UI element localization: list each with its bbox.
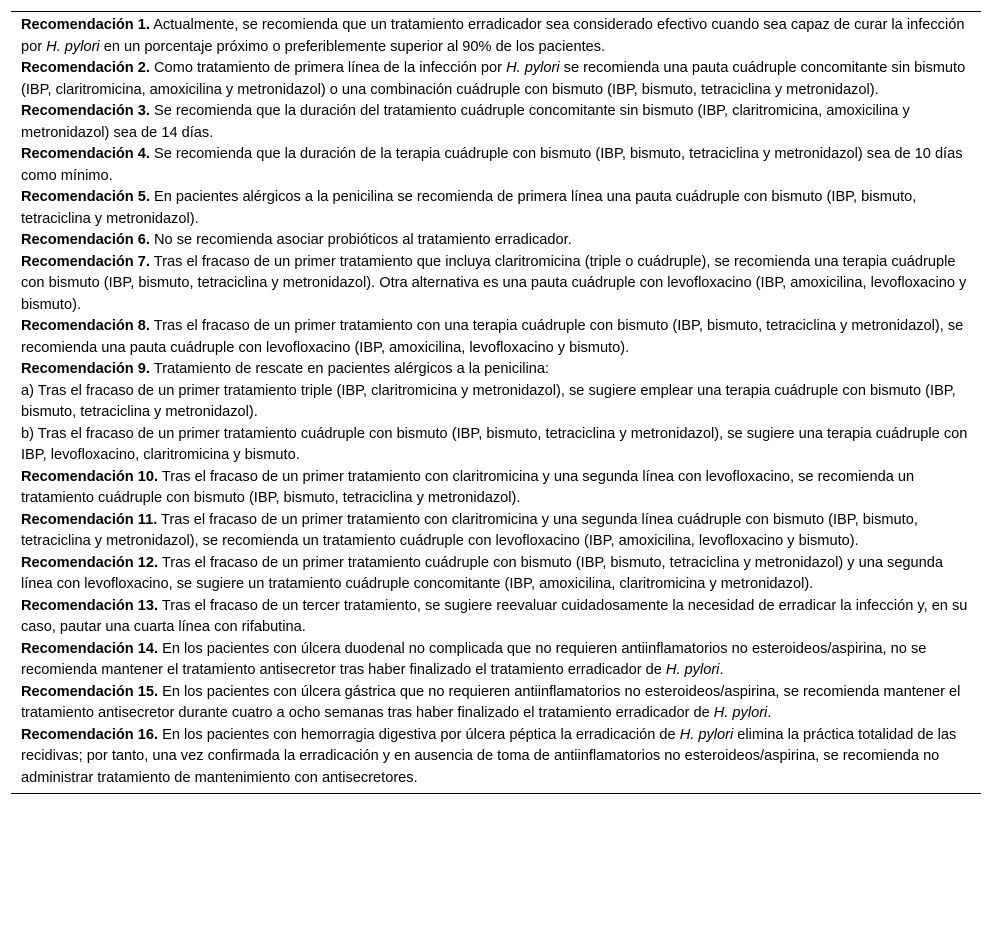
recommendation-label: Recomendación 14. — [21, 640, 159, 657]
recommendation-text: Se recomienda que la duración del tratamiento cuádruple concomitante sin bismuto (IBP, claritromicina, amoxicilina y metronidazol) sea de 14 días. — [21, 103, 910, 141]
recommendation-text: elimina la práctica totalidad de las recidivas; por tanto, una vez confirmada la erradicación y en ausencia de toma de antiinflamatorios no esteroideos/aspirina, se recomienda no administrar tratamiento de mantenimiento con antisecretores. — [21, 726, 957, 786]
recommendation-text: Como tratamiento de primera línea de la infección por — [149, 60, 507, 76]
recommendation-text: Tras el fracaso de un primer tratamiento que incluya claritromicina (triple o cuádruple), se recomienda una terapia cuádruple con bismuto (IBP, bismuto, tetraciclina y metronidazol). Otra alternativa es una pauta cuádruple con levofloxacino (IBP, amoxicilina, levofloxacino y bismuto). — [21, 253, 967, 313]
recommendation-item — [11, 510, 981, 553]
recommendation-text: Tras el fracaso de un primer tratamiento con claritromicina y una segunda línea cuádruple con bismuto (IBP, bismuto, tetraciclina y metronidazol), se recomienda un tratamiento cuádruple con levofloxacino (IBP, amoxicilina, levofloxacino y bismuto). — [21, 511, 918, 549]
recommendation-item — [11, 596, 981, 639]
recommendation-item — [11, 15, 981, 58]
recommendation-text: Tras el fracaso de un primer tratamiento con una terapia cuádruple con bismuto (IBP, bismuto, tetraciclina y metronidazol), se recomienda una pauta cuádruple con levofloxacino (IBP, amoxicilina, levofloxacino y bismuto). — [21, 318, 964, 356]
species-name: H. pylori — [506, 60, 560, 76]
recommendation-label: Recomendación 9. — [21, 361, 150, 377]
species-name: H. pylori — [713, 705, 768, 721]
recommendation-text: En los pacientes con úlcera duodenal no complicada que no requieren antiinflamatorios no esteroideos/aspirina, no se recomienda mantener el tratamiento antisecretor tras haber finalizado el tratamiento erradicador de — [21, 640, 927, 678]
recommendations-table — [11, 11, 981, 794]
recommendation-text: . — [767, 705, 772, 721]
recommendation-label: Recomendación 2. — [21, 60, 150, 76]
recommendation-text: Tras el fracaso de un primer tratamiento cuádruple con bismuto (IBP, bismuto, tetraciclina y metronidazol) y una segunda línea con levofloxacino, se sugiere un tratamiento cuádruple concomitante (IBP, amoxicilina, claritromicina y metronidazol). — [21, 554, 944, 592]
recommendation-text: Tras el fracaso de un tercer tratamiento, se sugiere reevaluar cuidadosamente la necesidad de erradicar la infección y, en su caso, pautar una cuarta línea con rifabutina. — [21, 597, 968, 635]
recommendation-text: No se recomienda asociar probióticos al tratamiento erradicador. — [149, 232, 572, 248]
recommendation-label: Recomendación 12. — [21, 554, 159, 571]
recommendation-label: Recomendación 8. — [21, 318, 150, 334]
recommendation-item — [11, 187, 981, 230]
recommendation-item — [11, 467, 981, 510]
recommendation-label: Recomendación 11. — [21, 511, 158, 528]
recommendation-item — [11, 725, 981, 790]
recommendation-label: Recomendación 1. — [21, 17, 150, 33]
recommendation-text: a) Tras el fracaso de un primer tratamiento triple (IBP, claritromicina y metronidazol), se sugiere emplear una terapia cuádruple con bismuto (IBP, bismuto, tetraciclina y metronidazol). — [21, 382, 956, 420]
recommendation-text: Actualmente, se recomienda que un tratamiento erradicador sea considerado efectivo cuando sea capaz de curar la infección por — [21, 17, 965, 55]
species-name: H. pylori — [665, 662, 720, 678]
recommendation-item — [11, 58, 981, 101]
recommendation-item — [11, 682, 981, 725]
recommendation-text: Se recomienda que la duración de la terapia cuádruple con bismuto (IBP, bismuto, tetraciclina y metronidazol) sea de 10 días como mínimo. — [21, 146, 963, 184]
recommendation-text: En los pacientes con hemorragia digestiva por úlcera péptica la erradicación de — [158, 726, 680, 743]
recommendation-text: b) Tras el fracaso de un primer tratamiento cuádruple con bismuto (IBP, bismuto, tetraciclina y metronidazol), se sugiere una terapia cuádruple con IBP, levofloxacino, claritromicina y bismuto. — [21, 425, 968, 463]
recommendation-text: En pacientes alérgicos a la penicilina se recomienda de primera línea una pauta cuádruple con bismuto (IBP, bismuto, tetraciclina y metronidazol). — [21, 189, 917, 227]
recommendation-text: En los pacientes con úlcera gástrica que no requieren antiinflamatorios no esteroideos/aspirina, se recomienda mantener el tratamiento antisecretor durante cuatro a ocho semanas tras haber finalizado el tratamiento erradicador de — [21, 683, 961, 721]
recommendation-item — [11, 381, 981, 424]
recommendation-item — [11, 553, 981, 596]
recommendation-label: Recomendación 3. — [21, 103, 150, 119]
recommendation-text: Tratamiento de rescate en pacientes alérgicos a la penicilina: — [149, 361, 550, 377]
recommendation-label: Recomendación 16. — [21, 726, 159, 743]
recommendation-label: Recomendación 4. — [21, 146, 150, 162]
recommendation-item — [11, 639, 981, 682]
recommendation-text: se recomienda una pauta cuádruple concomitante sin bismuto (IBP, claritromicina, amoxicilina y metronidazol) o una combinación cuádruple con bismuto (IBP, bismuto, tetraciclina y metronidazol). — [21, 60, 966, 98]
recommendation-text: en un porcentaje próximo o preferiblemente superior al 90% de los pacientes. — [99, 38, 606, 55]
recommendation-text: Tras el fracaso de un primer tratamiento con claritromicina y una segunda línea con levofloxacino, se recomienda un tratamiento cuádruple con bismuto (IBP, bismuto, tetraciclina y metronidazol). — [21, 468, 915, 506]
recommendation-text: . — [719, 662, 724, 678]
recommendation-item — [11, 144, 981, 187]
recommendation-label: Recomendación 15. — [21, 683, 159, 700]
species-name: H. pylori — [46, 38, 100, 55]
recommendation-item — [11, 101, 981, 144]
recommendation-label: Recomendación 7. — [21, 253, 150, 270]
recommendation-item — [11, 230, 981, 252]
recommendation-item — [11, 252, 981, 317]
recommendation-label: Recomendación 13. — [21, 597, 159, 614]
recommendation-item — [11, 424, 981, 467]
recommendation-label: Recomendación 5. — [21, 189, 150, 205]
recommendation-label: Recomendación 6. — [21, 232, 150, 248]
species-name: H. pylori — [679, 726, 734, 743]
recommendation-label: Recomendación 10. — [21, 468, 159, 485]
recommendation-item — [11, 359, 981, 381]
recommendation-item — [11, 316, 981, 359]
